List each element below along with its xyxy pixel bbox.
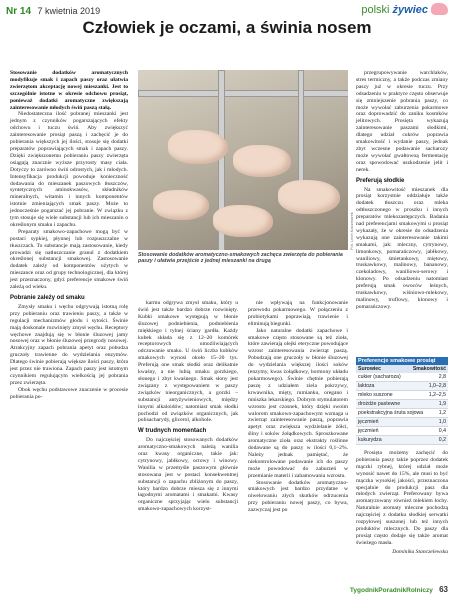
column-1 xyxy=(10,70,128,401)
article-title: Człowiek je oczami, a świnia nosem xyxy=(82,18,372,37)
cell-name: mleko suszone xyxy=(358,392,393,398)
subheading: W trudnych momentach xyxy=(138,428,207,435)
paragraph: przegrupowywanie warchlaków, stres termiczny, a także podczas zmiany paszy już w okresie tuczu. Przy odsadzeniu w praktyce często obserwuje się zmniejszenie pobrania paszy, co może wywołać zaburzenia pokarmowe oraz doprowadzić do zaniku kosmków jelitowych. Prosięta wykazują zainteresowanie paszami słodkimi, dlatego udział cukrów poprawia smakowitość i wydanie paszy, jednak zbyt wczesne podawanie sacharozy może wywołać gwałtowną fermentację oraz spowodować uszkodzenie jelit i nerek. xyxy=(356,70,448,173)
subheading: Preferują słodkie xyxy=(356,177,405,184)
table-header xyxy=(356,365,448,373)
paragraph: karmu odgrywa zmysł smaku, który u świń jest także bardzo dobrze rozwinięty. Kubki smakowe występują w błonie śluzowej podniebienia, podniebienia miękkiego i tylnej ściany gardła. Każdy kubek składa się z 12–20 komórek receptorowych umożliwiających odczuwanie smaku. U świń liczba kubków smakowych wynosi około 15–20 tys. Preferują one smak słodki oraz delikatnie kwaśny, a nie lubią smaku gorzkiego, słonego i zbyt kwaśnego. Smak słony jest związany z występowaniem w paszy związków nieorganicznych, a gorzki – substancji antyżywieniowych, między innymi alkaloidów; natomiast smak słodki pochodzi od związków organicznych, jak polisacharydy, glicerol, alkohole. xyxy=(138,300,238,424)
cell-name: poekstrakcyjna śruta sojowa xyxy=(358,410,424,416)
table-title: Preferencje smakowe prosiąt xyxy=(356,357,448,365)
paragraph: Preparaty smakowo-zapachowe mogą być w postaci sypkiej, płynnej lub rozpuszczalne w tłuszczach. To substancje mają zastosowanie, kiedy prowadzi się natłuszczanie granul z dodatkiem określonej substancji smakowej. Zastosowanie dodatek zależy od komponentów użytych w mieszance oraz od grupy technologicznej, dla której jest przeznaczony, gdyż preferencje smakowe świń zależą od wieku. xyxy=(10,228,128,291)
paragraph: Prosięta możemy zachęcić do pobierania paszy także poprzez dodatek mączki rybnej, której udział może wynosić nawet do 15%, ale musi to być mączka wysokiej jakości, przeznaczona specjalnie do produkcji pasz dla młodych zwierząt. Preferowany bywa aromatyzowany również mlekiem łochy. Naturalnie aromaty mleczne pochodzą najczęściej z dodatku słodkiej serwatki rozpylowej suszonej lub też innych produktów mlecznych. Do paszy dla prosiąt często dodaje się także aromat świeżego masła. xyxy=(356,450,448,546)
column-2 xyxy=(138,300,238,513)
piglet xyxy=(213,205,273,237)
issue-date: 7 kwietnia 2019 xyxy=(37,6,101,16)
cell-value: 1,9 xyxy=(438,401,446,407)
column-3 xyxy=(248,300,348,514)
cell-name: kukurydza xyxy=(358,437,382,443)
cell-name: cukier (sacharoza) xyxy=(358,374,401,380)
paragraph: Jako naturalne dodatki zapachowe i smakowe często stosowane są też zioła, które zawierają olejki eteryczne powodujące wzrost zainteresowania zwierząt paszą. Pobudzają one gruczoły w błonie śluzowej do wydzielania większej ilości soków (enzymy, kwas żołądkowy, hormony układu pokarmowego). Świnie chętnie pobierają paszę z udziałem ziela pokrzywy, krwawnika, mięty, rumianku, oregano i mniszka lekarskiego. Dobrym stymulatorem wzrostu jest czosnek, który dzięki swoim walorom smakowo-zapachowym wzmaga u zwierząt zainteresowanie paszą, poprawia apetyt oraz zwiększa wydzielanie żółci, śliny i soków żołądkowych. Sproszkowane aromatyczne zioła oraz ekstrakty roślinne dodawane są do paszy w ilości 0,1–2%. Należy jednak pamiętać, że niekontrolowane podawanie ich do paszy może powodować do zaburzeń w przemianie materii i zahamowania wzrostu. xyxy=(248,327,348,479)
cell-value: 1,2–2,5 xyxy=(428,392,446,398)
cell-name: jęczmień xyxy=(358,419,379,425)
cell-value: 0,4 xyxy=(438,428,446,434)
table-row xyxy=(356,427,448,436)
cell-value: 1,0–2,8 xyxy=(428,383,446,389)
article-lead: Stosowanie dodatków aromatycznych modyfikuje smak i zapach paszy oraz ułatwia zwierzętom akceptację nowej mieszanki. Jest to szczególnie istotne w okresie odchowu prosiąt, ponieważ dodatki aromatyczne zwiększają zainteresowanie młodych świń paszą stałą. xyxy=(10,70,128,111)
paragraph: Niedostateczna ilość pobranej mieszanki jest jednym z czynników pogarszających efekty odchowu i tuczu świń. Aby zwiększyć zainteresowanie prosiąt paszą i zachęcić je do pobierania większych jej ilości, stosuje się dodatki preparatów poprawiających smak i zapach paszy. Dzięki zwiększonemu pobieraniu paszy zwierzęta osiągają znacznie wyższe przyrosty masy ciała. Dotyczy to zarówno świń odrostych, jak i młodych. Intensyfikacja produkcji powoduje konieczność dodawania do mieszanek paszowych tłuszczów, syntetycznych aminokwasów, składników mineralnych, witamin i innych komponentów istotnie zmieniających smak paszy. Może to jednocześnie pogarszać jej pobranie. W związku z tym stosuje się wiele substancji lub ich mieszanin o określonym smaku i zapachu. xyxy=(10,111,128,228)
table-row xyxy=(356,409,448,418)
preferences-table xyxy=(356,357,448,445)
photo-caption: Stosowanie dodatków aromatyczno-smakowych zachęca zwierzęta do pobierania paszy i ułatwia przejście z jednej mieszanki na drugą xyxy=(138,252,343,265)
issue-number: Nr 14 xyxy=(6,6,32,17)
page-footer xyxy=(350,585,448,594)
author-signature: Dominika Stanczelewska xyxy=(392,548,448,555)
article-photo xyxy=(138,70,348,250)
piglet xyxy=(168,130,228,164)
issue-info xyxy=(6,6,100,17)
paragraph: nie wpływają na funkcjonowanie przewodu pokarmowego. W połączeniu z probiotykami poprawiają trawienie i eliminują biegunki. xyxy=(248,300,348,327)
brand-prefix: polski xyxy=(361,4,390,16)
cell-value: 1,2 xyxy=(438,410,446,416)
pig-icon xyxy=(431,3,448,15)
paragraph: Do najczęściej stosowanych dodatków aromatyczno-smakowych należą wanilia oraz kwasy organiczne, takie jak: cytrynowy, jabłkowy, octowy i winowy. Wanilia w przemyśle paszowym głównie stosowana jest w postaci konsekwentnej substancji o zapachu zbliżonym do paszy, który bardzo dobrze miesza się z innymi łagodnymi aromatami i smakami. Kwasy organiczne sprzyjając wielu substancji smakowo-zapachowych korzyst- xyxy=(138,437,238,513)
section-brand xyxy=(361,4,428,16)
cell-name: drożdże pastewne xyxy=(358,401,401,407)
column-header: Surowiec xyxy=(358,366,382,372)
cell-value: 2,8 xyxy=(438,374,446,380)
pen-bar xyxy=(138,90,348,97)
table-row xyxy=(356,436,448,445)
table-row xyxy=(356,391,448,400)
table-row xyxy=(356,418,448,427)
piglet xyxy=(153,190,209,220)
piglet xyxy=(278,180,340,214)
table-row xyxy=(356,400,448,409)
paragraph: Obok węchu podstawowe znaczenie w procesie pobierania po- xyxy=(10,386,128,400)
piglet xyxy=(233,145,291,177)
table-row xyxy=(356,373,448,382)
cell-value: 0,2 xyxy=(438,437,446,443)
paragraph: Stosowanie dodatków aromatyczno-smakowych jest bardzo przydatne w niwelowaniu złych skutków odrzucenia przy pobieraniu nowej paszy, co bywa, zazwyczaj jest po xyxy=(248,479,348,514)
column-4 xyxy=(356,70,448,311)
pen-bar xyxy=(298,70,304,192)
table-row xyxy=(356,382,448,391)
cell-name: jęczmień xyxy=(358,428,379,434)
page-number: 63 xyxy=(439,585,448,594)
photo-credit: Fot. Lech Kaczmarek xyxy=(349,212,354,250)
cell-name: laktoza xyxy=(358,383,375,389)
cell-value: 1,0 xyxy=(438,419,446,425)
paragraph: Zmysły smaku i węchu odgrywają istotną rolę przy pobieraniu oraz trawieniu paszy, a także w regulacji mechanizmów głodu i sytości. Świnie mają doskonale rozwinięty zmysł węchu. Receptory węchowe znajdują się w błonie śluzowej jamy nosowej oraz w błonie śluzowej przegrody nosowej. Atrakcyjny zapach pobrania apetyt oraz pobudza gruczoły trawienne do wydzielania enzymów. Dlatego świnie pobierają większe ilości paszy, która jest przez nie trawiona. Zapach paszy jest istotnym czynnikiem regulującym wielkością jej pobrania przez zwierzęta. xyxy=(10,303,128,386)
paragraph: Na smakowitość mieszanek dla prosiąt korzystnie oddziałuje także dodatek tłuszczu oraz mleka odtłuszczonego w proszku i innych preparatów mlekozastępczych. Badania nad preferencjami smakowymi u prosiąt wykazały, że w okresie do odsadzenia wykazują one zainteresowanie takimi smakami, jak: mleczny, cytrynowy, limonkowy, pomarańczowy, jabłkowy, waniliowy, śmietankowy, miętowy, truskawkowy, malinowy, bananowy, czekoladowy, waniliowo-serowy i klonowy. Po odsadzeniu natomiast preferują smak owoców leśnych, truskawkowy, wiśniowo-mlekowy, malinowy, truflowy, klonowy i pomarańczowy. xyxy=(356,186,448,310)
brand-main: żywiec xyxy=(392,4,428,16)
column-4-lower xyxy=(356,450,448,556)
subheading: Pobranie zależy od smaku xyxy=(10,295,85,301)
publication-name: TygodnikPoradnikRolniczy xyxy=(349,587,433,594)
column-header: Smakowitość xyxy=(412,366,446,372)
